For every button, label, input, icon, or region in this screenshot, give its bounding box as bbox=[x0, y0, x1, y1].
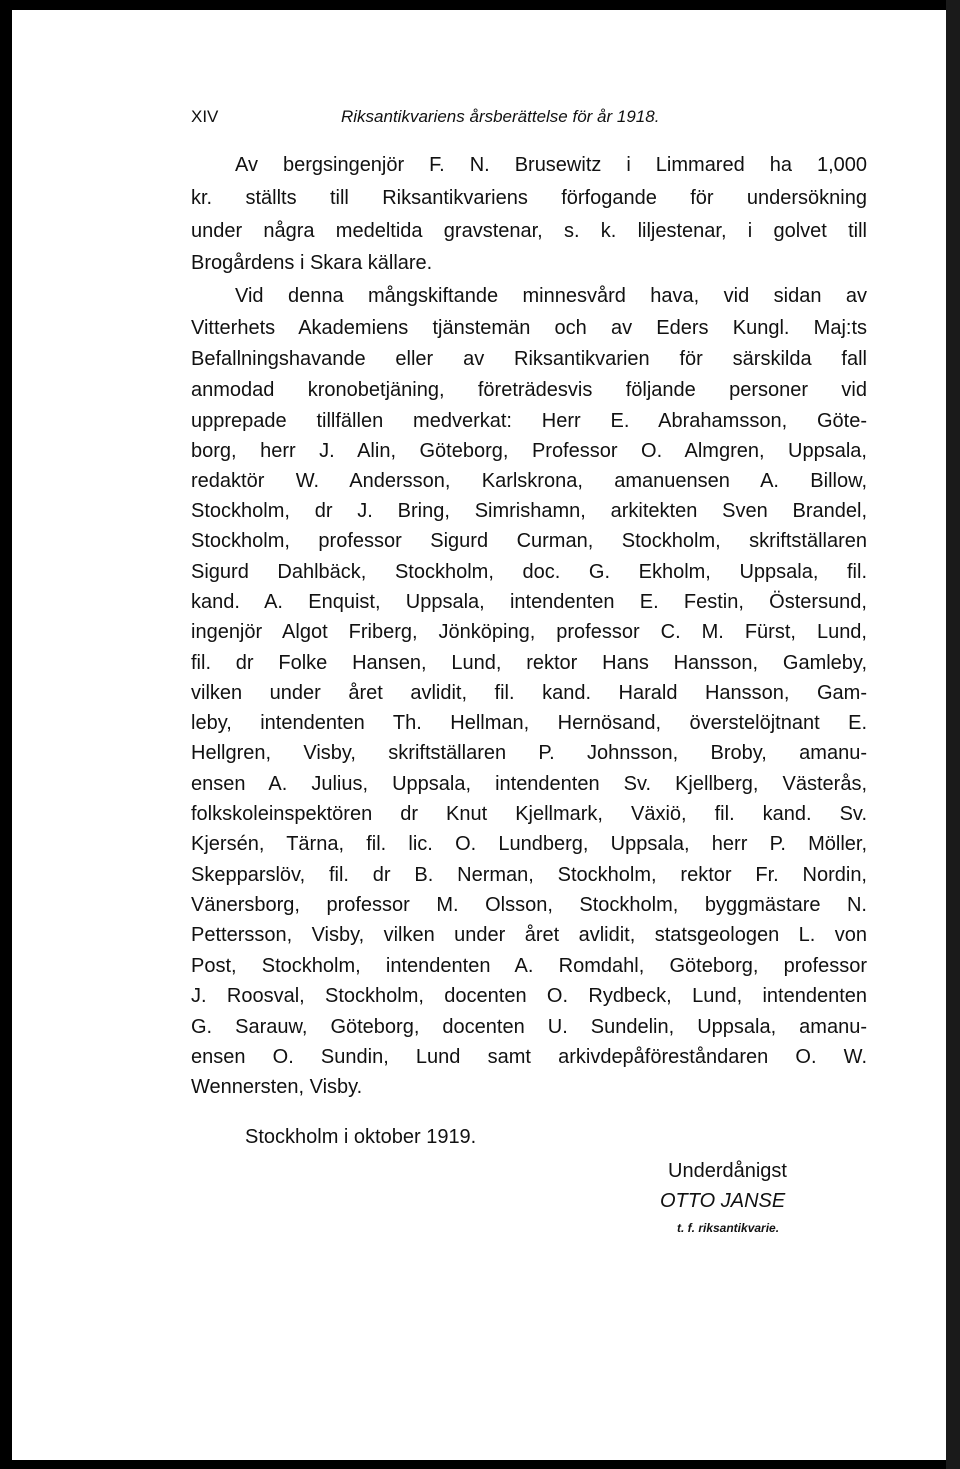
body-line: upprepade tillfällen medverkat: Herr E. Abrahamsson, Göte- bbox=[191, 410, 867, 432]
body-line: G. Sarauw, Göteborg, docenten U. Sundelin, Uppsala, amanu- bbox=[191, 1016, 867, 1038]
body-line: Av bergsingenjör F. N. Brusewitz i Limmared ha 1,000 bbox=[235, 154, 867, 176]
page-header bbox=[191, 107, 867, 137]
signature: OTTO JANSE bbox=[660, 1190, 786, 1212]
scan-edge bbox=[946, 0, 960, 1469]
body-line: Wennersten, Visby. bbox=[191, 1076, 363, 1098]
body-text bbox=[191, 150, 867, 1110]
body-line: Befallningshavande eller av Riksantikvarien för särskilda fall bbox=[191, 348, 867, 370]
body-line: Hellgren, Visby, skriftställaren P. Johnsson, Broby, amanu- bbox=[191, 742, 867, 764]
body-line: kand. A. Enquist, Uppsala, intendenten E. Festin, Östersund, bbox=[191, 591, 867, 613]
body-line: Vänersborg, professor M. Olsson, Stockholm, byggmästare N. bbox=[191, 894, 867, 916]
body-line: ingenjör Algot Friberg, Jönköping, professor C. M. Fürst, Lund, bbox=[191, 621, 867, 643]
body-line: Post, Stockholm, intendenten A. Romdahl, Göteborg, professor bbox=[191, 955, 867, 977]
body-line: Pettersson, Visby, vilken under året avlidit, statsgeologen L. von bbox=[191, 924, 867, 946]
place-date: Stockholm i oktober 1919. bbox=[245, 1126, 477, 1148]
salutation: Underdånigst bbox=[668, 1160, 787, 1182]
body-line: leby, intendenten Th. Hellman, Hernösand, överstelöjtnant E. bbox=[191, 712, 867, 734]
body-line: Stockholm, professor Sigurd Curman, Stockholm, skriftställaren bbox=[191, 530, 867, 552]
body-line: Brogårdens i Skara källare. bbox=[191, 252, 433, 274]
body-line: Vid denna mångskiftande minnesvård hava, vid sidan av bbox=[235, 285, 867, 307]
body-line: borg, herr J. Alin, Göteborg, Professor O. Almgren, Uppsala, bbox=[191, 440, 867, 462]
running-title: Riksantikvariens årsberättelse för år 1918. bbox=[341, 107, 660, 126]
body-line: Skepparslöv, fil. dr B. Nerman, Stockholm, rektor Fr. Nordin, bbox=[191, 864, 867, 886]
page-number: XIV bbox=[191, 107, 219, 126]
body-line: Stockholm, dr J. Bring, Simrishamn, arkitekten Sven Brandel, bbox=[191, 500, 867, 522]
body-line: kr. ställts till Riksantikvariens förfogande för undersökning bbox=[191, 187, 867, 209]
body-line: ensen O. Sundin, Lund samt arkivdepåföreståndaren O. W. bbox=[191, 1046, 867, 1068]
body-line: redaktör W. Andersson, Karlskrona, amanuensen A. Billow, bbox=[191, 470, 867, 492]
body-line: Kjersén, Tärna, fil. lic. O. Lundberg, Uppsala, herr P. Möller, bbox=[191, 833, 867, 855]
body-line: folkskoleinspektören dr Knut Kjellmark, Växiö, fil. kand. Sv. bbox=[191, 803, 867, 825]
body-line: J. Roosval, Stockholm, docenten O. Rydbeck, Lund, intendenten bbox=[191, 985, 867, 1007]
signature-title: t. f. riksantikvarie. bbox=[677, 1221, 780, 1235]
body-line: anmodad kronobetjäning, företrädesvis följande personer vid bbox=[191, 379, 867, 401]
body-line: under några medeltida gravstenar, s. k. liljestenar, i golvet till bbox=[191, 220, 867, 242]
body-line: Sigurd Dahlbäck, Stockholm, doc. G. Ekholm, Uppsala, fil. bbox=[191, 561, 867, 583]
body-line: fil. dr Folke Hansen, Lund, rektor Hans Hansson, Gamleby, bbox=[191, 652, 867, 674]
body-line: Vitterhets Akademiens tjänstemän och av Eders Kungl. Maj:ts bbox=[191, 317, 867, 339]
body-line: ensen A. Julius, Uppsala, intendenten Sv. Kjellberg, Västerås, bbox=[191, 773, 867, 795]
body-line: vilken under året avlidit, fil. kand. Harald Hansson, Gam- bbox=[191, 682, 867, 704]
